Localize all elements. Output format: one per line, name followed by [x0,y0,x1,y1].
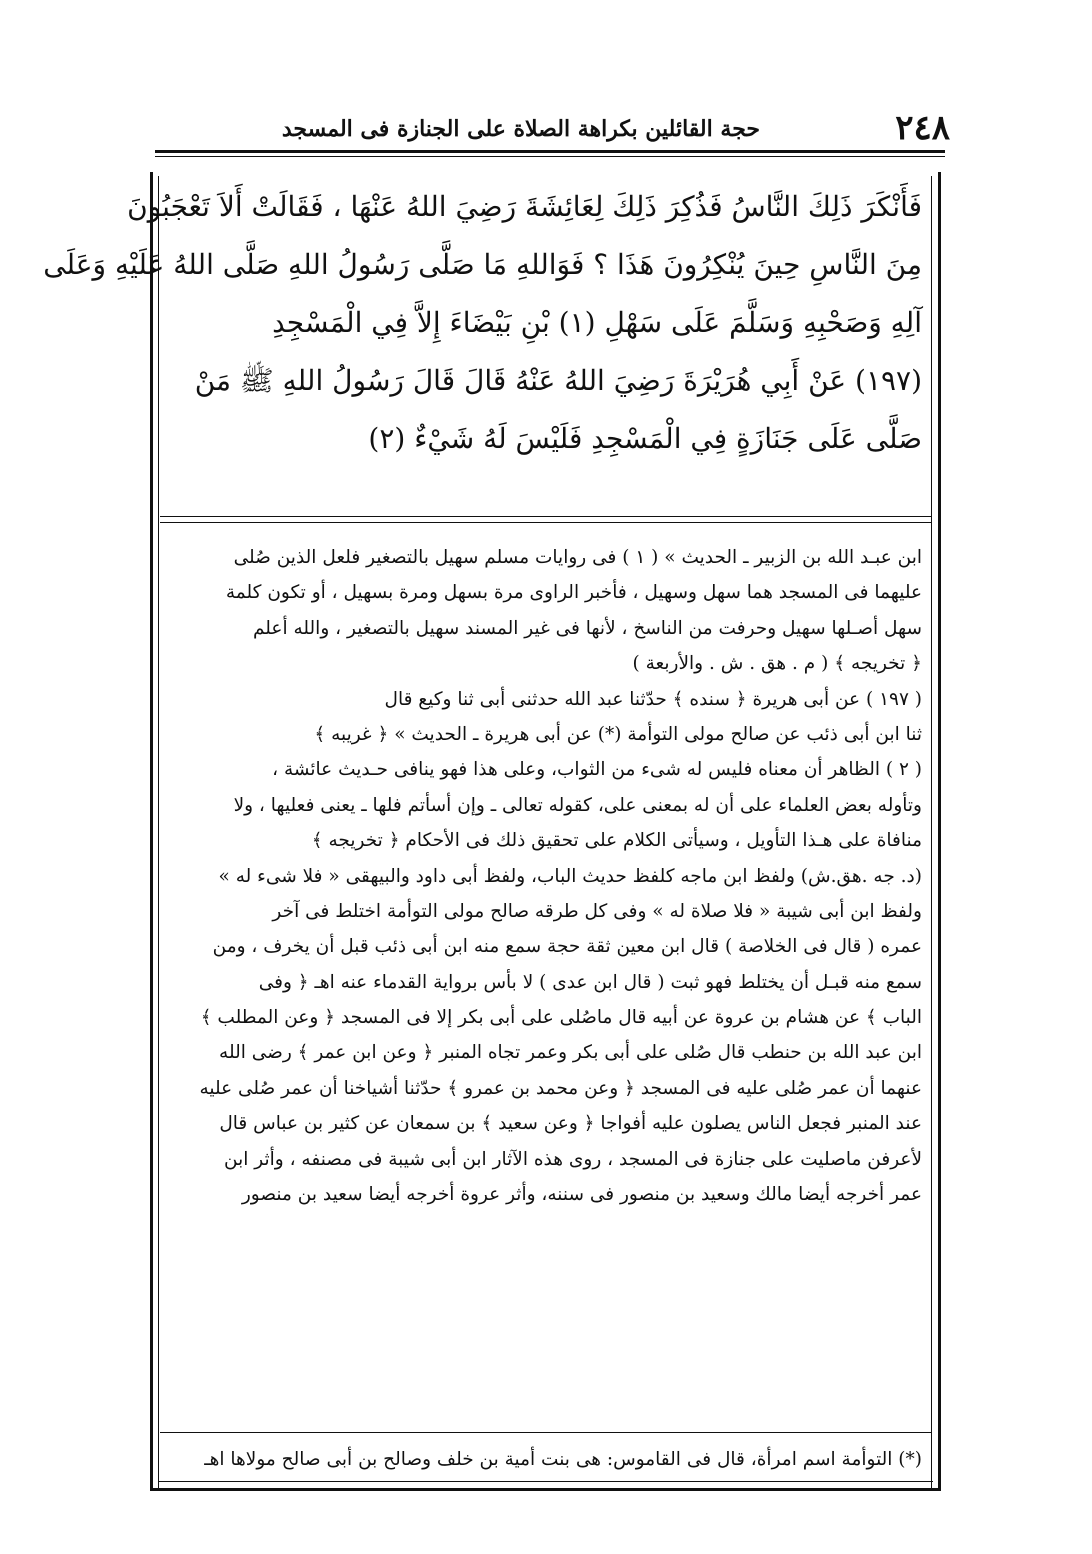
commentary-text [172,540,922,1212]
main-text-line: آلِهِ وَصَحْبِهِ وَسَلَّمَ عَلَى سَهْلِ (١) بْنِ بَيْضَاءَ إِلاَّ فِي الْمَسْجِدِ [272,306,922,339]
commentary-line: الباب ﴾ عن هشام بن عروة عن أبيه قال ماصُلى على أبى بكر إلا فى المسجد ﴿ وعن المطلب ﴾ [200,1007,922,1029]
frame-border-bottom-inner [158,1481,933,1482]
main-text-line: مِنَ النَّاسِ حِينَ يُنْكِرُونَ هَذَا ؟ فَوَاللهِ مَا صَلَّى رَسُولُ اللهِ صَلَّى اللهُ عَلَيْهِ وَعَلَى [43,248,922,281]
page-number: ٢٤٨ [895,108,950,148]
commentary-line: عليهما فى المسجد هما سهل وسهيل ، فأخبر الراوى مرة بسهل ومرة بسهيل ، أو تكون كلمة [225,582,922,604]
commentary-line: ابن عبد الله بن حنطب قال صُلى على أبى بكر وعمر تجاه المنبر ﴿ وعن ابن عمر ﴾ رضى الله [219,1042,922,1064]
commentary-line: سمع منه قبـل أن يختلط فهو ثبت ( قال ابن عدى ) لا بأس برواية القدماء عنه اهـ ﴿ وفى [258,971,922,993]
commentary-line: (د. جه .هق.ش) ولفظ ابن ماجه كلفظ حديث الباب، ولفظ أبى داود والبيهقى « فلا شىء له » [218,865,922,887]
frame-border-left-inner [158,176,159,1488]
commentary-line: ﴿ تخريجه ﴾ ( م . هق . ش . والأربعة ) [632,653,922,675]
section-divider-double [160,522,932,523]
frame-border-right-inner [931,176,932,1488]
commentary-line: عند المنبر فجعل الناس يصلون عليه أفواجا ﴿ وعن سعيد ﴾ بن سمعان عن كثير بن عباس قال [219,1113,922,1135]
commentary-line: لأعرفن ماصليت على جنازة فى المسجد ، روى هذه الآثار ابن أبى شيبة فى مصنفه ، وأثر ابن [224,1148,922,1170]
commentary-line: سهل أصـلها سهيل وحرفت من الناسخ ، لأنها فى غير المسند سهيل بالتصغير ، والله أعلم [253,617,922,639]
header-rule [155,150,945,153]
frame-border-left [150,172,153,1490]
commentary-line: ثنا ابن أبى ذئب عن صالح مولى التوأمة (*) عن أبى هريرة ـ الحديث » ﴿ غريبه ﴾ [314,723,922,745]
footnote-divider [160,1432,932,1433]
section-divider [160,516,932,517]
commentary-line: ابن عبـد الله بن الزبير ـ الحديث » ( ١ ) فى روايات مسلم سهيل بالتصغير فلعل الذين صُلى [233,547,922,568]
frame-border-right [938,172,941,1490]
commentary-line: ولفظ ابن أبى شيبة « فلا صلاة له » وفى كل طرقه صالح مولى التوأمة اختلط فى آخر [272,900,922,922]
commentary-line: عمره ( قال فى الخلاصة ) قال ابن معين ثقة حجة سمع منه ابن أبى ذئب قبل أن يخرف ، ومن [212,936,922,958]
commentary-line: منافاة على هـذا التأويل ، وسيأتى الكلام على تحقيق ذلك فى الأحكام ﴿ تخريجه ﴾ [311,830,922,852]
commentary-line: عنهما أن عمر صُلى عليه فى المسجد ﴿ وعن محمد بن عمرو ﴾ حدّثنا أشياخنا أن عمر صُلى عليه [199,1077,922,1099]
main-text-line: (١٩٧) عَنْ أَبِي هُرَيْرَةَ رَضِيَ اللهُ عَنْهُ قَالَ قَالَ رَسُولُ اللهِ ﷺ مَنْ [194,364,922,397]
footnote: (*) التوأمة اسم امرأة، قال فى القاموس: هى بنت أمية بن خلف وصالح بن أبى صالح مولاها اهـ [204,1449,922,1470]
header-rule-thin [155,156,945,157]
page-header [150,108,950,148]
commentary-line: ( ١٩٧ ) عن أبى هريرة ﴿ سنده ﴾ حدّثنا عبد الله حدثنى أبى ثنا وكيع قال [384,688,922,710]
hadith-main-text [43,182,922,472]
commentary-line: ( ٢ ) الظاهر أن معناه فليس له شىء من الثواب، وعلى هذا فهو ينافى حـديث عائشة ، [272,759,922,781]
frame-border-bottom [150,1488,941,1491]
main-text-line: فَأَنْكَرَ ذَلِكَ النَّاسُ فَذُكِرَ ذَلِكَ لِعَائِشَةَ رَضِيَ اللهُ عَنْهَا ، فَقَالَتْ أَلاَ تَعْجَبُونَ [127,190,922,223]
commentary-line: وتأوله بعض العلماء على أن له بمعنى على، كقوله تعالى ـ وإن أسأتم فلها ـ يعنى فعليها ، ولا [233,794,922,816]
commentary-line: عمر أخرجه أيضا مالك وسعيد بن منصور فى سننه، وأثر عروة أخرجه أيضا سعيد بن منصور [241,1184,922,1206]
main-text-line: صَلَّى عَلَى جَنَازَةٍ فِي الْمَسْجِدِ فَلَيْسَ لَهُ شَيْءٌ (٢) [368,422,922,455]
running-title: حجة القائلين بكراهة الصلاة على الجنازة فى المسجد [281,116,760,142]
